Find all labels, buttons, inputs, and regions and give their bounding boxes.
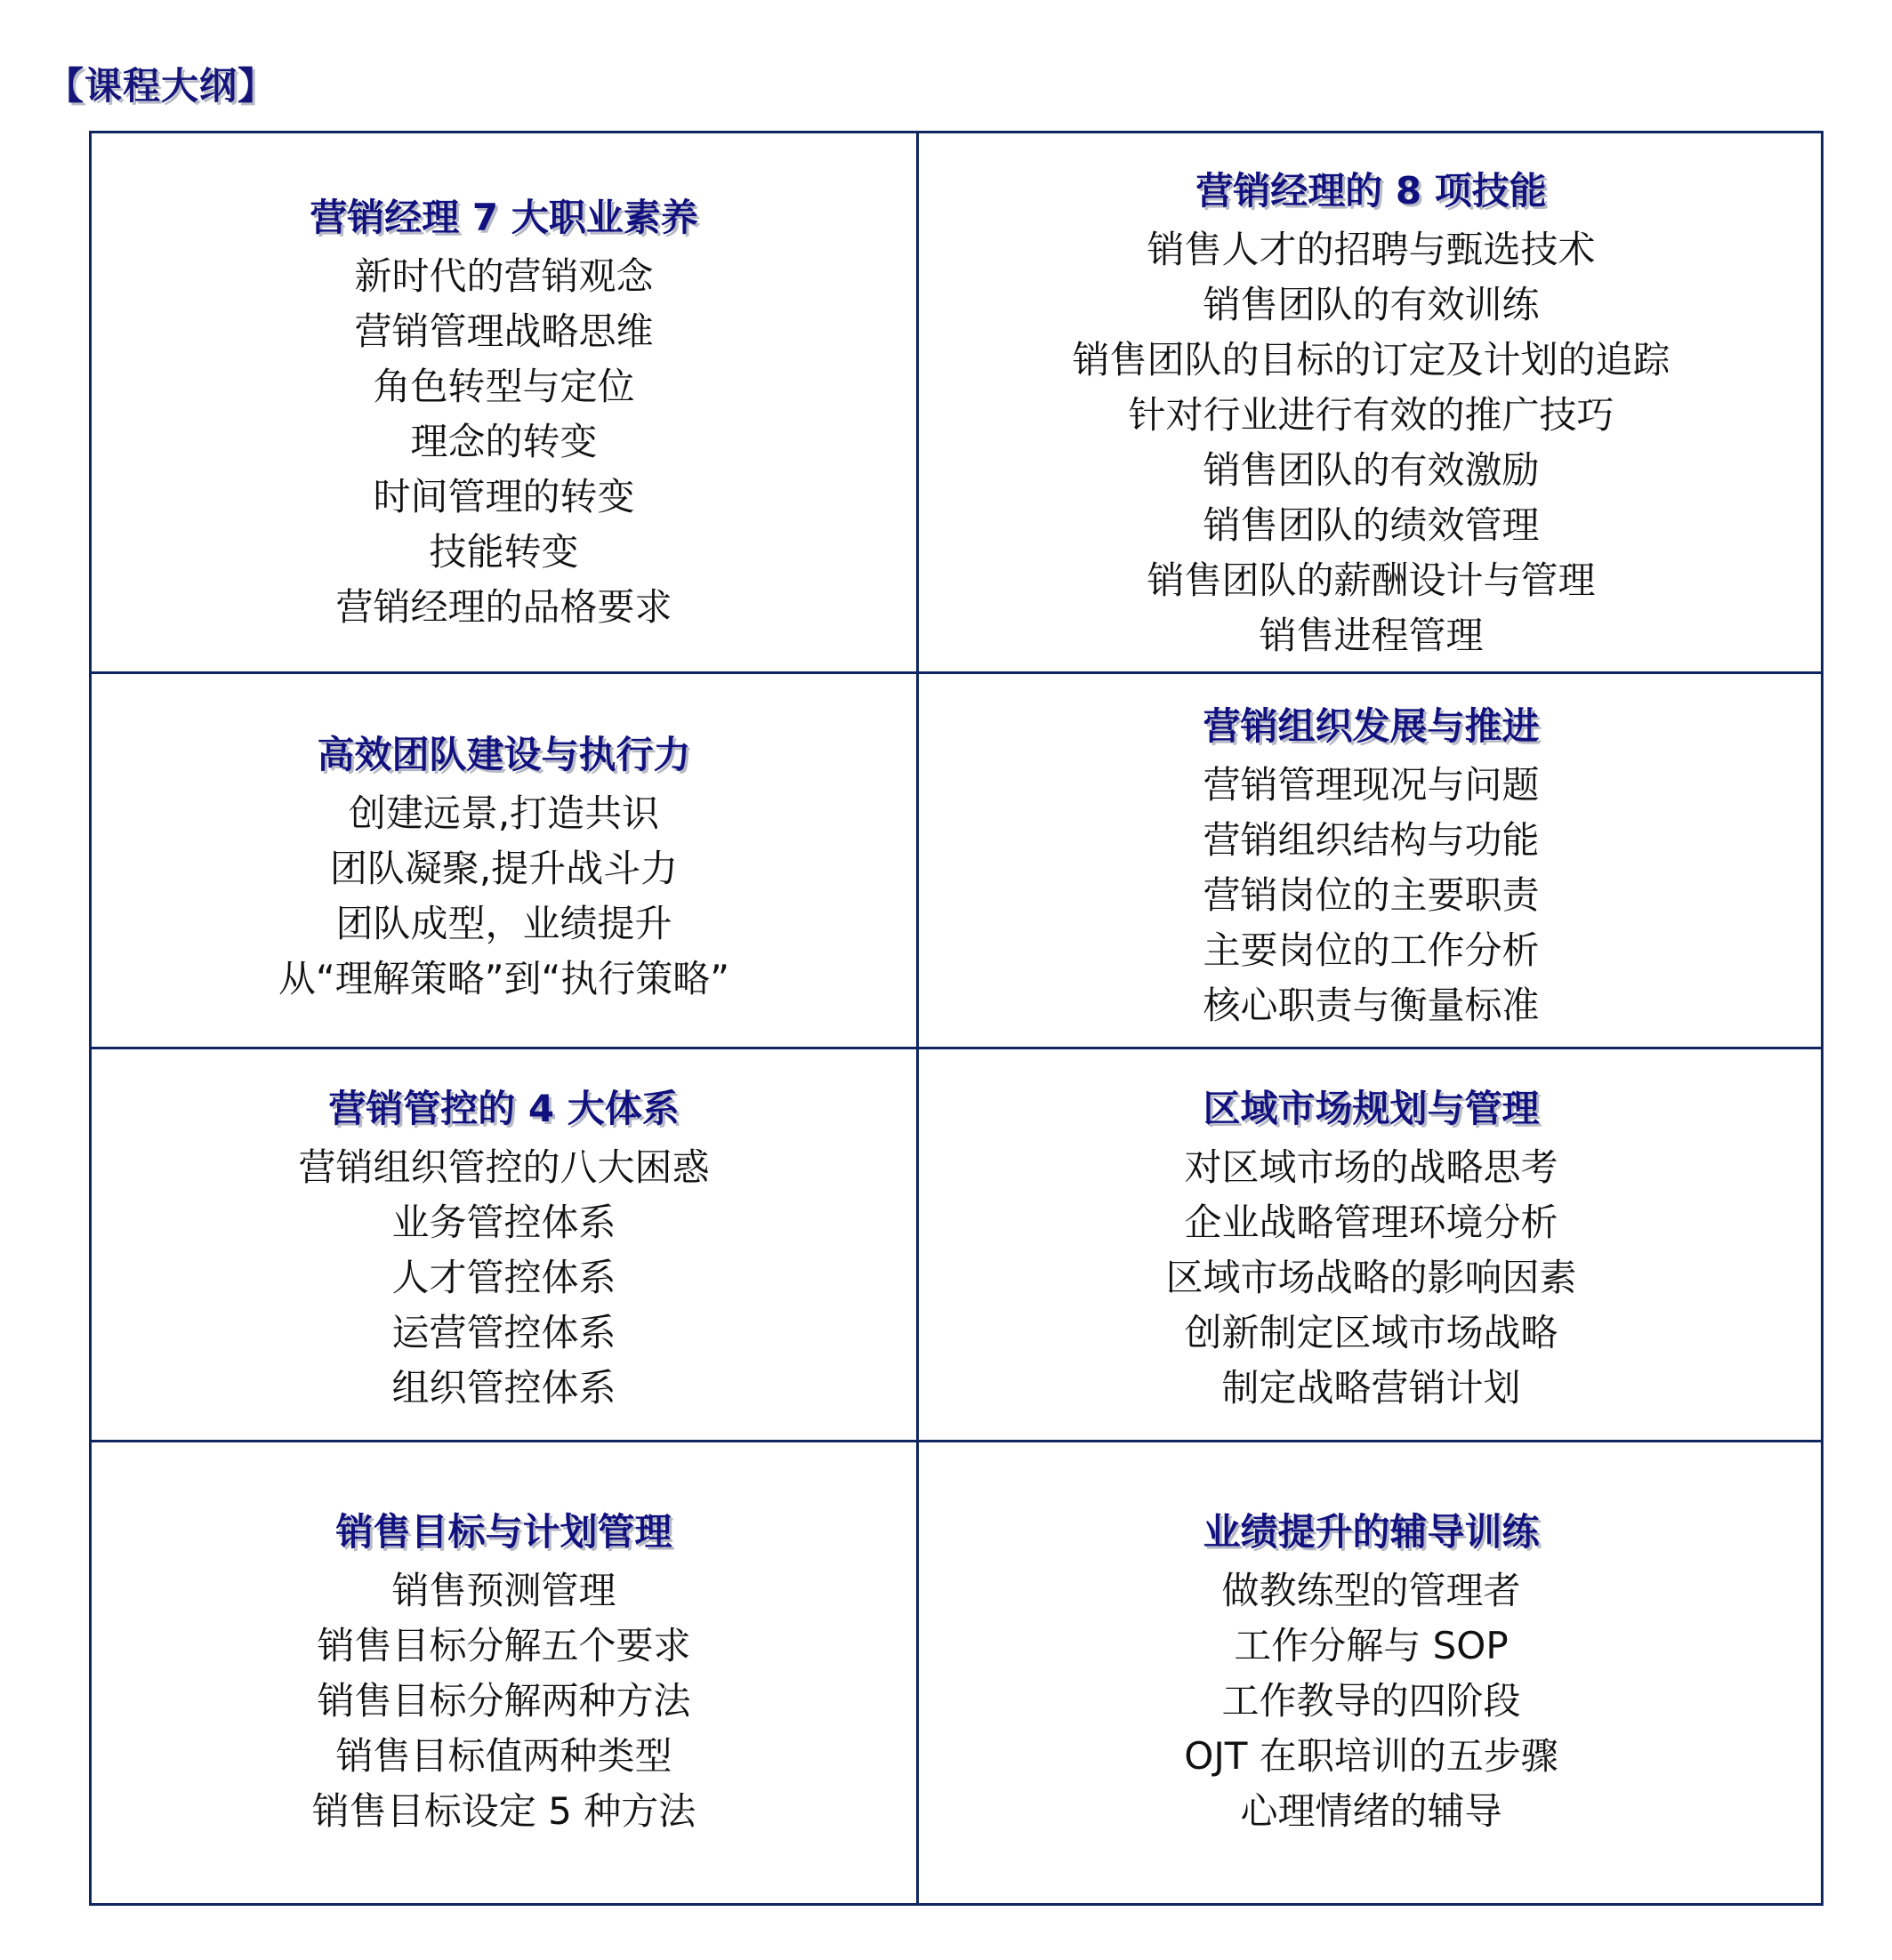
list-item: 销售团队的薪酬设计与管理 [1147, 558, 1596, 602]
list-item: 企业战略管理环境分析 [1184, 1201, 1558, 1244]
list-item: 针对行业进行有效的推广技巧 [1128, 393, 1614, 437]
course-outline-table [89, 131, 1824, 1906]
list-item: 销售目标分解两种方法 [317, 1679, 691, 1723]
outline-cell-control-systems [92, 1081, 916, 1416]
outline-cell-professional-qualities [92, 190, 916, 635]
cell-heading: 高效团队建设与执行力 [317, 733, 691, 776]
list-item: 核心职责与衡量标准 [1203, 984, 1540, 1027]
cell-heading: 营销经理的 8 项技能 [1196, 169, 1547, 213]
list-item: 创建远景,打造共识 [348, 791, 660, 835]
list-item: 销售预测管理 [391, 1569, 616, 1612]
list-item: OJT 在职培训的五步骤 [1184, 1734, 1558, 1778]
outline-cell-coaching [919, 1505, 1824, 1839]
page-title: 【课程大纲】 [46, 64, 277, 108]
list-item: 销售人才的招聘与甄选技术 [1147, 228, 1596, 271]
list-item: 销售目标设定 5 种方法 [311, 1789, 696, 1833]
list-item: 新时代的营销观念 [354, 254, 654, 298]
list-item: 时间管理的转变 [373, 475, 635, 518]
list-item: 销售团队的有效训练 [1203, 283, 1540, 326]
list-item: 销售目标分解五个要求 [317, 1624, 691, 1667]
list-item: 对区域市场的战略思考 [1184, 1145, 1558, 1189]
list-item: 销售团队的目标的订定及计划的追踪 [1072, 338, 1671, 382]
cell-heading: 营销管控的 4 大体系 [328, 1087, 680, 1130]
list-item: 营销组织管控的八大困惑 [298, 1145, 710, 1189]
cell-heading: 区域市场规划与管理 [1203, 1087, 1540, 1130]
list-item: 销售进程管理 [1259, 614, 1484, 657]
cell-heading: 销售目标与计划管理 [335, 1510, 672, 1554]
list-item: 从“理解策略”到“执行策略” [278, 957, 730, 1000]
outline-cell-org-development [919, 699, 1824, 1033]
list-item: 做教练型的管理者 [1221, 1569, 1521, 1612]
list-item: 营销管理战略思维 [354, 309, 654, 353]
list-item: 理念的转变 [410, 420, 598, 463]
list-item: 销售团队的有效激励 [1203, 448, 1540, 492]
list-item: 人才管控体系 [391, 1256, 616, 1299]
list-item: 营销管理现况与问题 [1203, 763, 1540, 807]
list-item: 区域市场战略的影响因素 [1165, 1256, 1577, 1299]
list-item: 团队成型，业绩提升 [335, 902, 672, 945]
list-item: 营销经理的品格要求 [335, 585, 672, 629]
cell-heading: 营销组织发展与推进 [1203, 704, 1540, 748]
outline-cell-regional-market [919, 1081, 1824, 1416]
outline-cell-manager-skills [919, 164, 1824, 663]
list-item: 营销组织结构与功能 [1203, 818, 1540, 862]
list-item: 心理情绪的辅导 [1240, 1789, 1502, 1833]
list-item: 工作教导的四阶段 [1221, 1679, 1521, 1723]
list-item: 主要岗位的工作分析 [1203, 928, 1540, 972]
row-divider [92, 671, 1821, 674]
list-item: 技能转变 [429, 530, 579, 574]
list-item: 制定战略营销计划 [1221, 1366, 1521, 1410]
cell-heading: 业绩提升的辅导训练 [1203, 1510, 1540, 1554]
outline-cell-team-building [92, 727, 916, 1007]
list-item: 创新制定区域市场战略 [1184, 1311, 1558, 1354]
cell-heading: 营销经理 7 大职业素养 [310, 196, 698, 239]
list-item: 运营管控体系 [391, 1311, 616, 1354]
list-item: 工作分解与 SOP [1234, 1624, 1509, 1667]
outline-cell-sales-targets [92, 1505, 916, 1839]
list-item: 业务管控体系 [391, 1201, 616, 1244]
row-divider [92, 1440, 1821, 1442]
list-item: 角色转型与定位 [373, 365, 635, 408]
list-item: 营销岗位的主要职责 [1203, 873, 1540, 917]
list-item: 团队凝聚,提升战斗力 [329, 847, 679, 890]
row-divider [92, 1047, 1821, 1049]
list-item: 销售目标值两种类型 [335, 1734, 672, 1778]
list-item: 销售团队的绩效管理 [1203, 503, 1540, 547]
list-item: 组织管控体系 [391, 1366, 616, 1410]
